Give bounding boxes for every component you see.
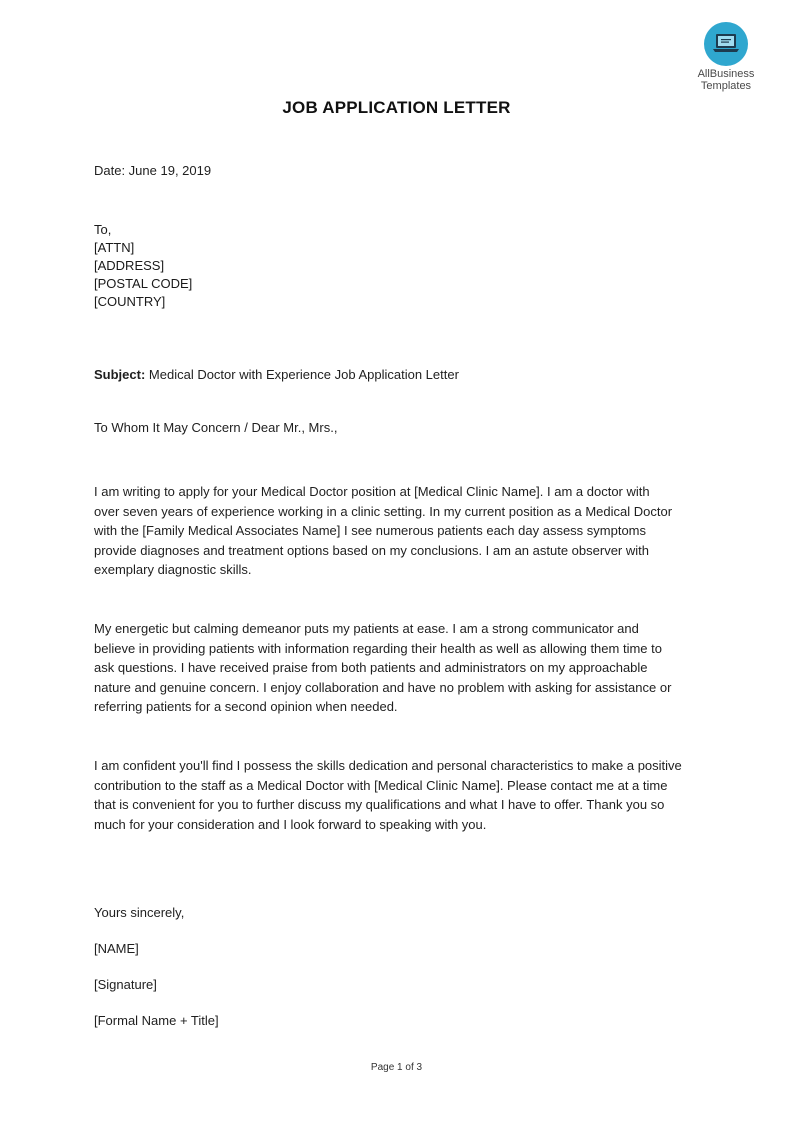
page-number: Page 1 of 3 xyxy=(370,1062,423,1073)
paragraph-line: believe in providing patients with information regarding their health as well as allowing them time to xyxy=(94,640,662,656)
address-line: [COUNTRY] xyxy=(94,294,166,309)
address-line: To, xyxy=(94,222,112,237)
recipient-address xyxy=(94,221,192,311)
subject-label: Subject: xyxy=(94,367,146,382)
paragraph-line: much for your consideration and I look forward to speaking with you. xyxy=(94,816,487,832)
logo-text-line2: Templates xyxy=(700,80,752,92)
paragraph-line: provide diagnoses and treatment options based on my conclusions. I am an astute observer with xyxy=(94,542,649,558)
paragraph-line: I am writing to apply for your Medical Doctor position at [Medical Clinic Name]. I am a doctor with xyxy=(94,484,650,499)
body-paragraph-3 xyxy=(94,756,704,834)
paragraph-line: My energetic but calming demeanor puts my patients at ease. I am a strong communicator and xyxy=(94,621,639,636)
paragraph-line: referring patients for a second opinion when needed. xyxy=(94,699,398,714)
closing: Yours sincerely, xyxy=(94,905,185,920)
paragraph-line: I am confident you'll find I possess the skills dedication and personal characteristics to make a positive xyxy=(94,758,682,773)
formal-name-title: [Formal Name + Title] xyxy=(94,1013,219,1028)
subject-text: Medical Doctor with Experience Job Application Letter xyxy=(145,367,459,382)
paragraph-line: contribution to the staff as a Medical Doctor with [Medical Clinic Name]. Please contact me at a time xyxy=(94,777,668,793)
paragraph-line: nature and genuine concern. I enjoy collaboration and have no problem with asking for assistance or xyxy=(94,679,672,695)
sender-name: [NAME] xyxy=(94,941,139,956)
signature-placeholder: [Signature] xyxy=(94,977,157,992)
salutation: To Whom It May Concern / Dear Mr., Mrs., xyxy=(94,420,338,435)
document-title: JOB APPLICATION LETTER xyxy=(282,98,511,117)
body-paragraph-2 xyxy=(94,619,704,717)
laptop-icon xyxy=(712,32,740,56)
paragraph-line: ask questions. I have received praise from both patients and administrators on my approachable xyxy=(94,660,648,675)
letter-date: Date: June 19, 2019 xyxy=(94,163,212,178)
paragraph-line: with the [Family Medical Associates Name] I see numerous patients each day assess symptoms xyxy=(94,523,647,538)
address-line: [ATTN] xyxy=(94,240,135,255)
subject-line xyxy=(94,365,459,384)
body-paragraph-1 xyxy=(94,482,704,580)
address-line: [POSTAL CODE] xyxy=(94,276,193,291)
logo-circle xyxy=(704,22,748,66)
paragraph-line: over seven years of experience working in a clinic setting. In my current position as a Medical Doctor xyxy=(94,503,673,519)
paragraph-line: exemplary diagnostic skills. xyxy=(94,562,252,577)
allbusiness-templates-logo xyxy=(688,22,764,92)
address-line: [ADDRESS] xyxy=(94,258,165,273)
logo-text-line1: AllBusiness xyxy=(697,68,755,80)
paragraph-line: that is convenient for you to further discuss my qualifications and what I have to offer. Thank you so xyxy=(94,797,665,812)
